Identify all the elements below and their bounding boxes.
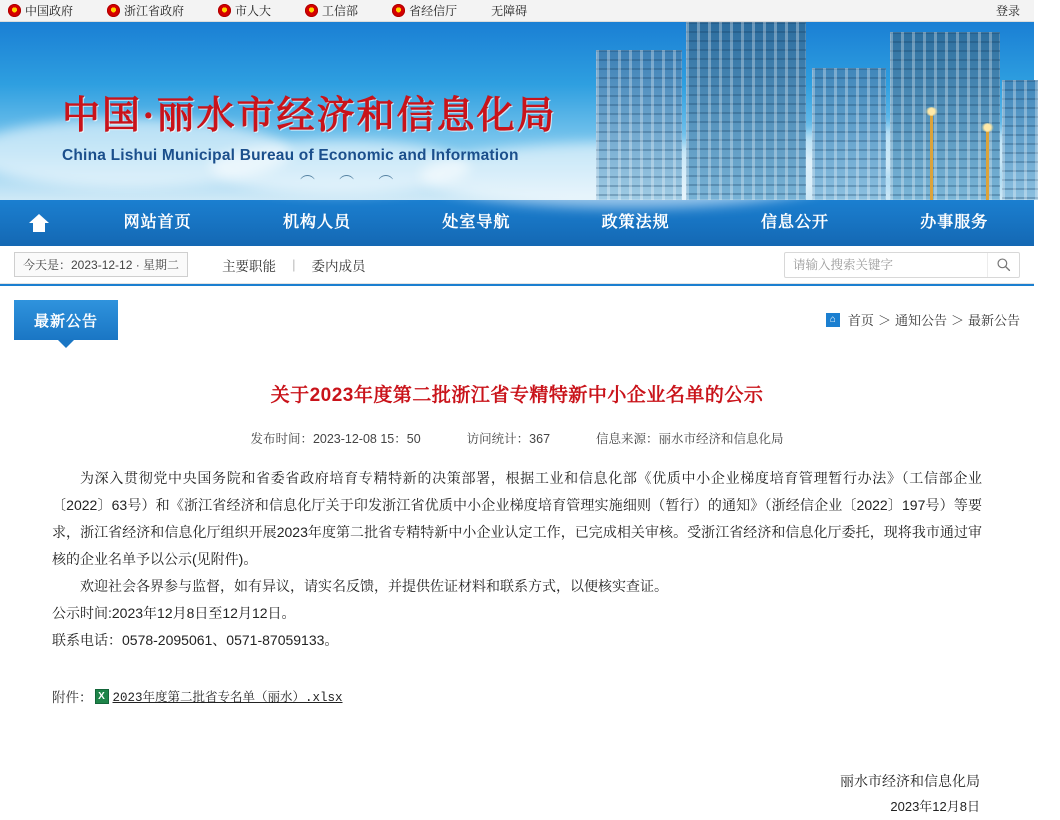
secondary-bar — [0, 246, 1034, 284]
gov-link-china[interactable] — [8, 2, 73, 19]
gov-link-province-economic-dept[interactable] — [392, 2, 457, 19]
national-emblem-icon — [107, 4, 120, 17]
nav-item-homepage[interactable]: 网站首页 — [123, 214, 192, 231]
article-source: 信息来源：丽水市经济和信息化局 — [596, 432, 784, 446]
search-icon — [996, 257, 1011, 272]
breadcrumb-item-home[interactable]: 首页 — [847, 313, 874, 328]
article-paragraph: 欢迎社会各界参与监督，如有异议，请实名反馈，并提供佐证材料和联系方式，以便核实查证。 — [80, 578, 668, 594]
xlsx-file-icon — [95, 689, 109, 704]
streetlight-decoration — [930, 114, 933, 200]
top-government-bar — [0, 0, 1034, 22]
article-title: 关于2023年度第二批浙江省专精特新中小企业名单的公示 — [270, 385, 764, 406]
gov-link-miit[interactable] — [305, 2, 358, 19]
nav-item-organization[interactable]: 机构人员 — [282, 214, 351, 231]
national-emblem-icon — [305, 4, 318, 17]
home-icon — [29, 214, 49, 232]
search-button[interactable] — [987, 253, 1019, 277]
attachment-row — [52, 686, 982, 706]
article-meta — [52, 429, 982, 447]
building-decoration — [596, 50, 682, 200]
signature-organization: 丽水市经济和信息化局 — [840, 773, 980, 789]
gov-link-label: 中国政府 — [25, 4, 74, 18]
article-paragraph: 公示时间:2023年12月8日至12月12日。 — [52, 605, 296, 621]
view-count: 访问统计：367 — [466, 432, 551, 446]
birds-decoration: ︵ ︵ ︵ — [300, 165, 404, 182]
national-emblem-icon — [392, 4, 405, 17]
banner-title-cn: 中国·丽水市经济和信息化局 — [62, 95, 557, 137]
attachment-label: 附件： — [52, 690, 93, 705]
national-emblem-icon — [8, 4, 21, 17]
breadcrumb-item-notices[interactable]: 通知公告 — [894, 313, 947, 328]
site-banner — [0, 22, 1034, 200]
login-link[interactable]: 登录 — [995, 4, 1020, 18]
search-input[interactable] — [785, 253, 987, 277]
search-box[interactable] — [784, 252, 1020, 278]
attachment-link[interactable]: 2023年度第二批省专名单（丽水）.xlsx — [112, 691, 343, 705]
gov-link-label: 浙江省政府 — [124, 4, 185, 18]
content-area — [0, 284, 1034, 814]
banner-title-block — [62, 84, 557, 165]
breadcrumb-item-latest[interactable]: 最新公告 — [967, 313, 1020, 328]
current-date-label: 今天是：2023-12-12 · 星期二 — [14, 252, 188, 277]
article-body — [52, 465, 982, 654]
building-decoration — [686, 22, 806, 200]
sub-link-main-duties[interactable]: 主要职能 — [222, 258, 277, 274]
nav-item-departments[interactable]: 处室导航 — [442, 214, 511, 231]
article-signature — [52, 768, 982, 820]
article-paragraph: 为深入贯彻党中央国务院和省委省政府培育专精特新的决策部署，根据工业和信息化部《优质中小企业梯度培育管理暂行办法》（工信部企业〔2022〕63号）和《浙江省经济和信息化厅关于印发浙江省优质中小企业梯度培育管理实施细则（暂行）的通知》（浙经信企业〔2022〕197号）等要求，浙江省经济和信息化厅组织开展2023年度第二批省专精特新中小企业认定工作，已完成相关审核。受浙江省经济和信息化厅委托，现将我市通过审核的企业名单予以公示(见附件)。 — [52, 470, 982, 567]
gov-link-zhejiang[interactable] — [107, 2, 184, 19]
gov-link-label: 工信部 — [322, 4, 359, 18]
gov-link-city-people-congress[interactable] — [218, 2, 271, 19]
tab-latest-announcements[interactable]: 最新公告 — [14, 300, 118, 340]
sub-link-committee-members[interactable]: 委内成员 — [311, 258, 366, 274]
accessibility-link[interactable]: 无障碍 — [491, 4, 528, 18]
content-header-row — [14, 286, 1020, 340]
publish-time: 发布时间：2023-12-08 15：50 — [250, 432, 421, 446]
sub-separator: | — [292, 257, 296, 272]
gov-link-label: 省经信厅 — [409, 4, 458, 18]
top-gov-links — [8, 2, 996, 19]
main-navigation — [0, 200, 1034, 246]
building-decoration — [890, 32, 1000, 200]
nav-home-button[interactable] — [0, 214, 78, 232]
breadcrumb-separator: ＞ — [877, 313, 891, 328]
building-decoration — [1002, 80, 1038, 200]
streetlight-decoration — [986, 130, 989, 200]
banner-title-en: China Lishui Municipal Bureau of Economic and Information — [62, 147, 519, 164]
article — [14, 380, 1020, 820]
breadcrumb — [826, 300, 1020, 329]
article-paragraph: 联系电话：0578-2095061、0571-87059133。 — [52, 632, 339, 648]
nav-item-services[interactable]: 办事服务 — [920, 214, 989, 231]
breadcrumb-separator: ＞ — [950, 313, 964, 328]
nav-item-disclosure[interactable]: 信息公开 — [760, 214, 829, 231]
national-emblem-icon — [218, 4, 231, 17]
nav-item-policies[interactable]: 政策法规 — [601, 214, 670, 231]
signature-date: 2023年12月8日 — [890, 799, 980, 814]
home-breadcrumb-icon: ⌂ — [826, 313, 840, 327]
gov-link-label: 市人大 — [235, 4, 272, 18]
building-decoration — [812, 68, 886, 200]
